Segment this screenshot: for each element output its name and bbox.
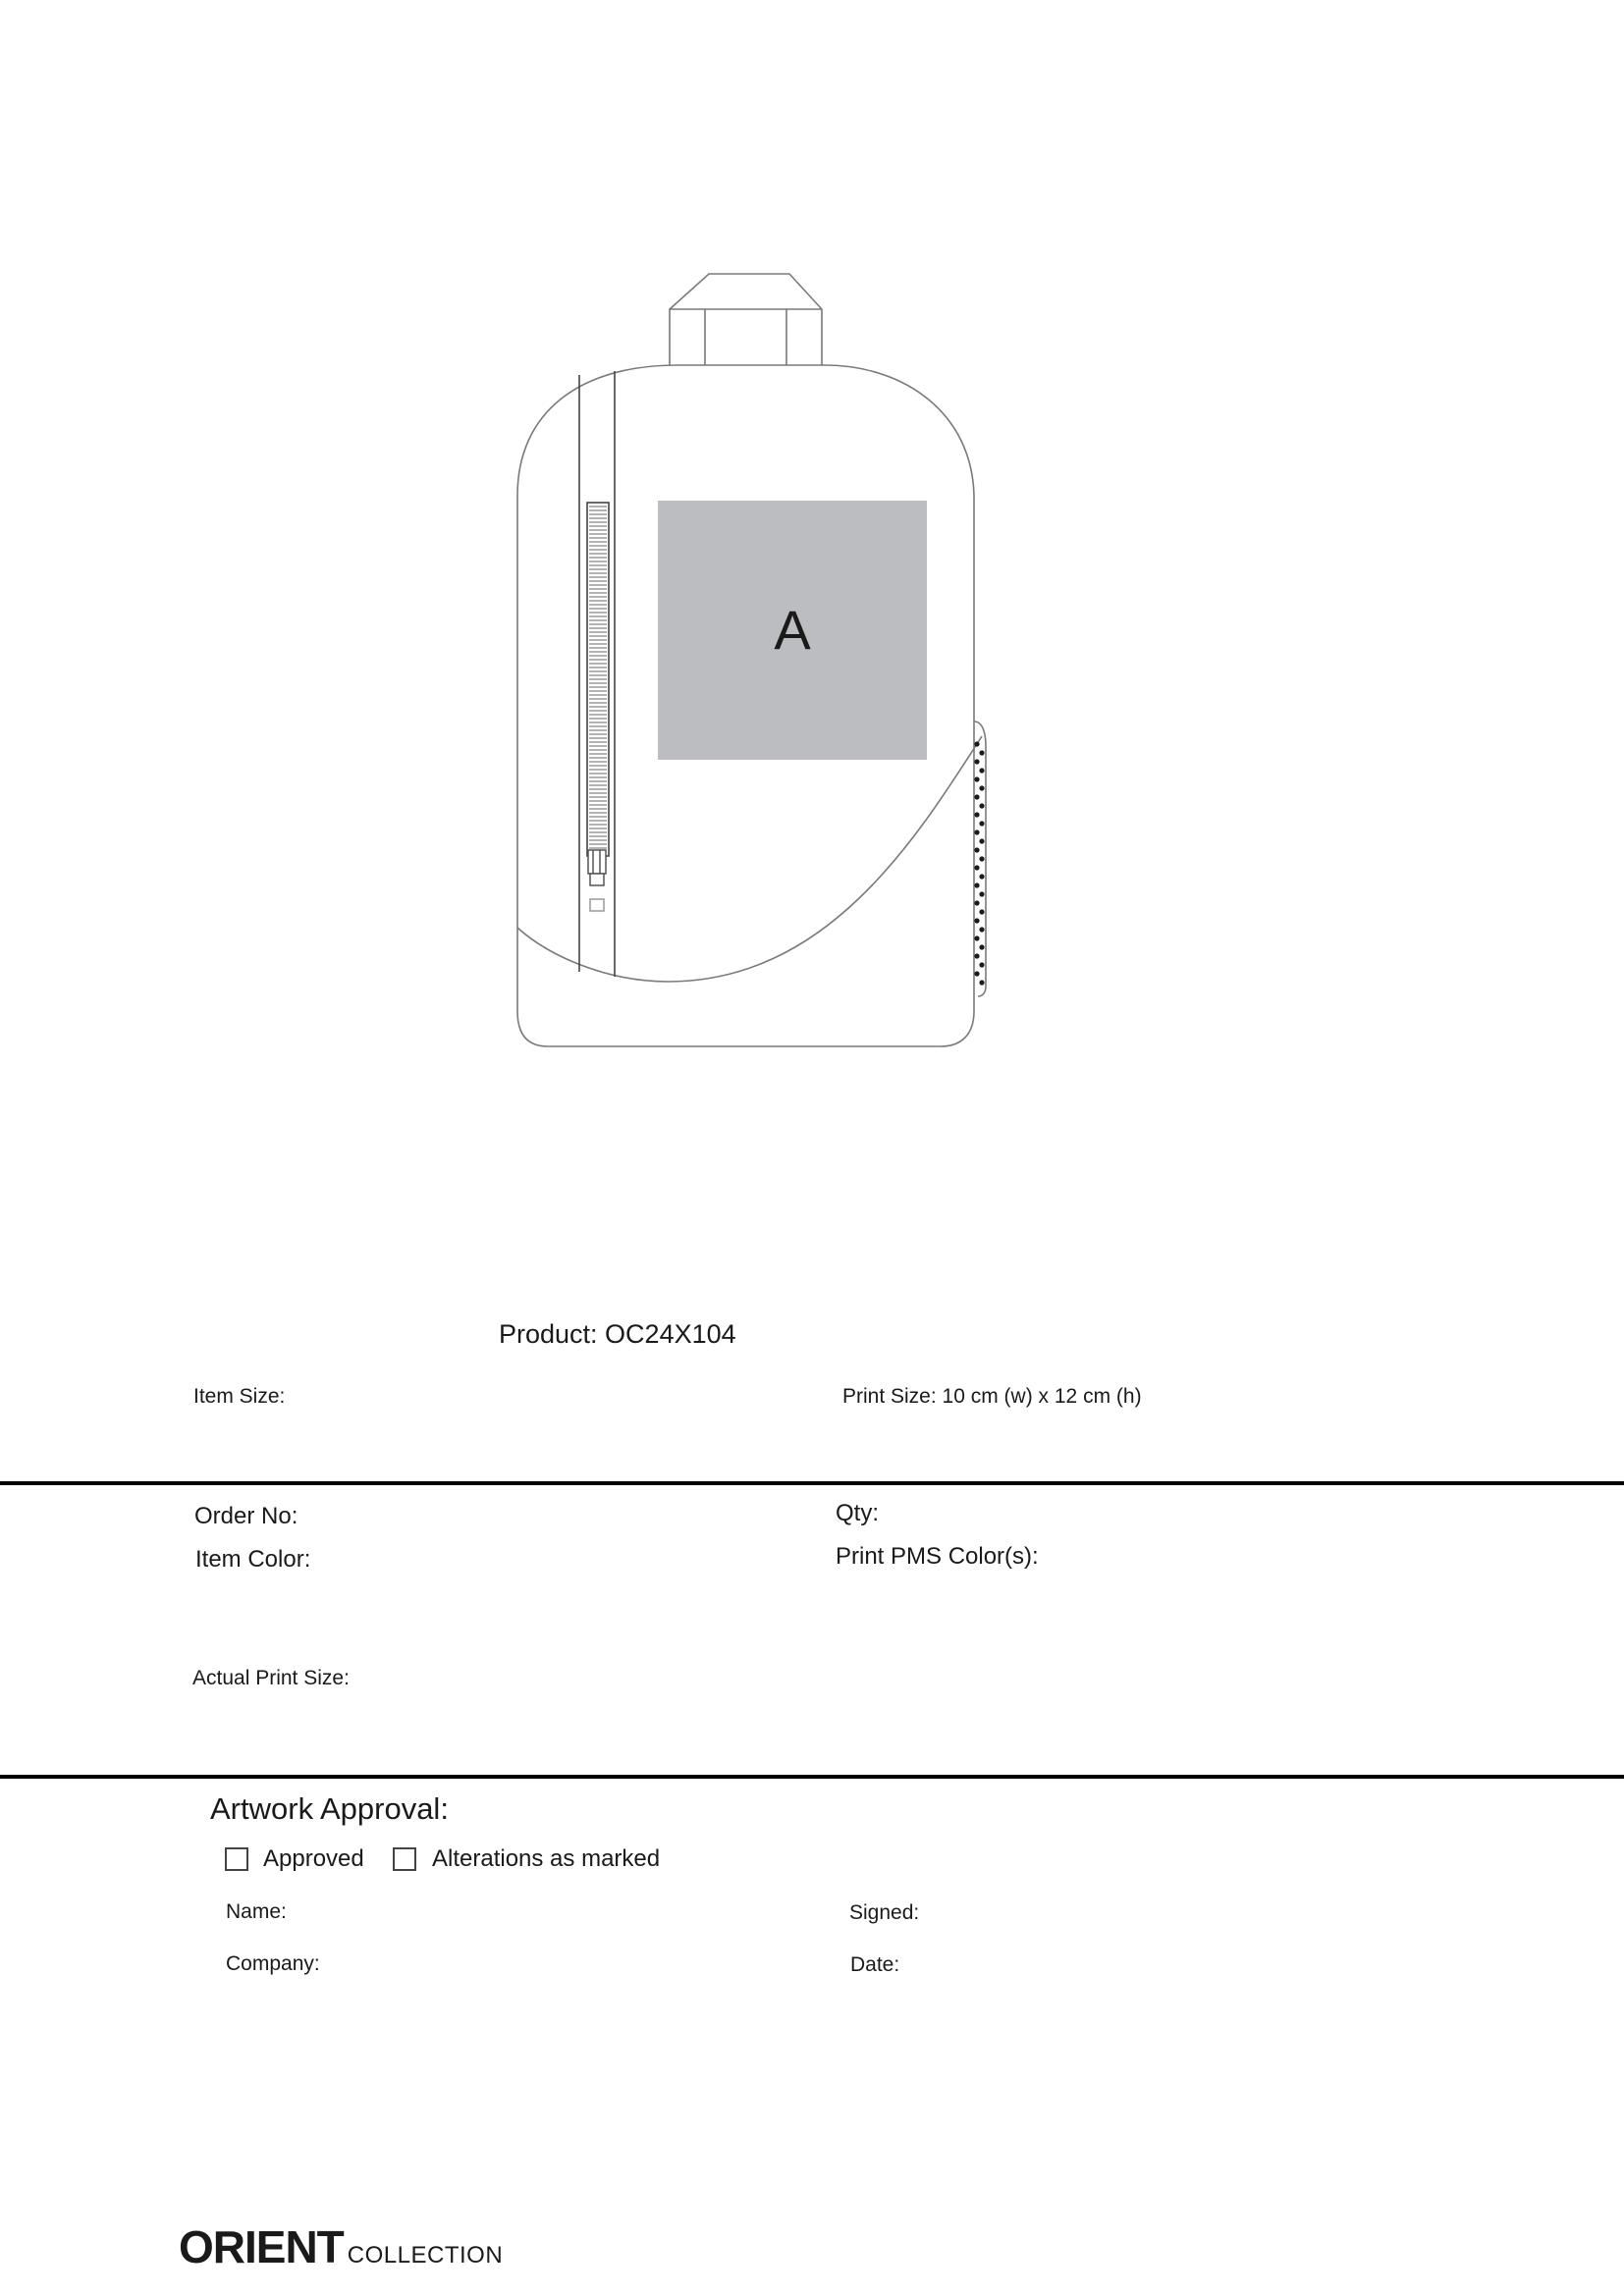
- approved-checkbox[interactable]: [225, 1847, 248, 1871]
- qty-label: Qty:: [836, 1500, 880, 1526]
- print-pms-color-label: Print PMS Color(s):: [836, 1543, 1039, 1570]
- signed-label: Signed:: [849, 1901, 920, 1924]
- item-color-label: Item Color:: [195, 1546, 311, 1573]
- logo-main-text: ORIENT: [179, 2221, 344, 2272]
- alterations-checkbox[interactable]: [393, 1847, 416, 1871]
- company-label: Company:: [226, 1952, 320, 1975]
- orient-collection-logo: [179, 2220, 503, 2273]
- actual-print-size-label: Actual Print Size:: [192, 1667, 350, 1689]
- order-no-label: Order No:: [194, 1503, 298, 1529]
- print-area-label: A: [774, 599, 811, 661]
- section-divider-top: [0, 1481, 1624, 1485]
- logo-sub-text: COLLECTION: [347, 2242, 504, 2269]
- backpack-line-drawing: [0, 0, 1624, 1080]
- print-size-label: Print Size: 10 cm (w) x 12 cm (h): [842, 1385, 1142, 1408]
- date-label: Date:: [850, 1953, 900, 1976]
- name-label: Name:: [226, 1900, 287, 1923]
- approved-label: Approved: [263, 1845, 364, 1872]
- artwork-approval-heading: Artwork Approval:: [210, 1791, 449, 1826]
- alterations-label: Alterations as marked: [432, 1845, 661, 1872]
- item-size-label: Item Size:: [193, 1385, 286, 1408]
- product-code-label: Product: OC24X104: [499, 1319, 736, 1349]
- section-divider-bottom: [0, 1775, 1624, 1779]
